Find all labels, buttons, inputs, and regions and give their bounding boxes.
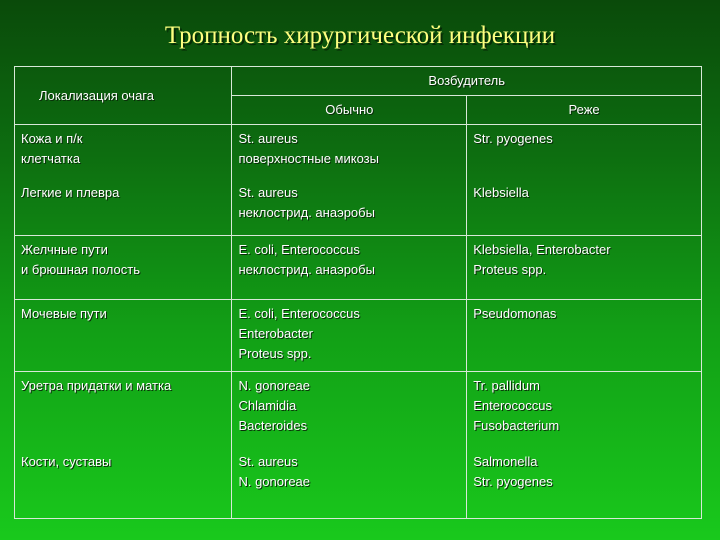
infection-table (14, 66, 702, 519)
cell-line: неклострид. анаэробы (238, 261, 375, 277)
cell-localization (15, 300, 232, 372)
cell-line: Klebsiella (473, 184, 529, 200)
table-row (15, 125, 702, 179)
cell-localization (15, 125, 232, 179)
cell-localization (15, 179, 232, 235)
table-row (15, 179, 702, 235)
cell-line: Str. pyogenes (473, 474, 553, 490)
cell-line: Chlamidia (238, 398, 297, 414)
cell-line: Мочевые пути (21, 306, 107, 321)
cell-line: поверхностные микозы (238, 151, 379, 167)
cell-usual (232, 125, 467, 179)
cell-line: Klebsiella, Enterobacter (473, 241, 611, 257)
cell-line: Proteus spp. (473, 261, 547, 277)
cell-line: Salmonella (473, 454, 538, 470)
cell-localization (15, 448, 232, 518)
header-usual: Обычно (232, 96, 467, 125)
cell-line: N. gonoreae (238, 474, 311, 490)
cell-usual (232, 300, 467, 372)
cell-line: Легкие и плевра (21, 184, 120, 200)
cell-line: клетчатка (21, 151, 81, 167)
header-localization: Локализация очага (15, 67, 232, 125)
infection-table-container (14, 66, 702, 519)
cell-rare (467, 372, 702, 448)
cell-line: Enterobacter (238, 326, 313, 341)
cell-line: N. gonoreae (238, 378, 311, 394)
cell-line: Tr. pallidum (473, 378, 540, 394)
cell-localization (15, 235, 232, 299)
cell-line: неклострид. анаэробы (238, 204, 375, 220)
table-row (15, 235, 702, 299)
header-row-top (15, 67, 702, 96)
cell-line: St. aureus (238, 131, 298, 147)
table-row (15, 300, 702, 372)
table-row (15, 448, 702, 518)
cell-line: E. coli, Enterococcus (238, 306, 360, 321)
cell-line: St. aureus (238, 454, 298, 470)
cell-line: St. aureus (238, 184, 298, 200)
table-row (15, 372, 702, 448)
cell-rare (467, 179, 702, 235)
cell-line: Enterococcus (473, 398, 552, 414)
cell-line: Bacteroides (238, 418, 308, 434)
cell-usual (232, 372, 467, 448)
cell-rare (467, 235, 702, 299)
cell-line: и брюшная полость (21, 261, 140, 277)
cell-line: Кости, суставы (21, 454, 112, 470)
header-pathogen: Возбудитель (232, 67, 702, 96)
cell-line: Уретра придатки и матка (21, 378, 172, 394)
cell-line: Fusobacterium (473, 418, 560, 434)
cell-line: Proteus spp. (238, 346, 312, 361)
cell-usual (232, 448, 467, 518)
cell-line: E. coli, Enterococcus (238, 241, 360, 257)
cell-line: Кожа и п/к (21, 131, 83, 147)
cell-line: Str. pyogenes (473, 131, 553, 147)
cell-usual (232, 179, 467, 235)
cell-rare (467, 300, 702, 372)
cell-rare (467, 125, 702, 179)
slide-title: Тропность хирургической инфекции (164, 22, 556, 49)
cell-localization (15, 372, 232, 448)
cell-usual (232, 235, 467, 299)
header-rare: Реже (467, 96, 702, 125)
cell-line: Желчные пути (21, 241, 108, 257)
cell-line: Pseudomonas (473, 306, 557, 321)
cell-rare (467, 448, 702, 518)
